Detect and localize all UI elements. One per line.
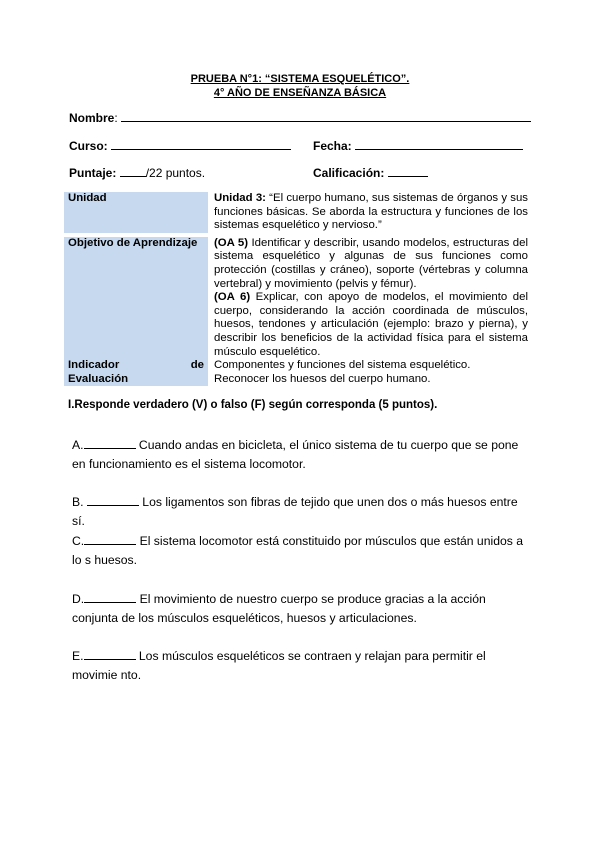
fecha-line (355, 138, 523, 150)
fecha-label: Fecha: (313, 139, 352, 153)
calificacion-field (313, 165, 428, 181)
objetivo-label: Objetivo de Aprendizaje (64, 237, 208, 359)
objetivo-value (208, 237, 528, 359)
oa6-text: Explicar, con apoyo de modelos, el movimiento del cuerpo, considerando la acción coordinada de músculos, huesos, tendones y articulación (ejemplo: brazo y pierna), y describir los beneficios de la actividad física para el sistema músculo esquelético. (214, 291, 529, 358)
nombre-label: Nombre (69, 111, 115, 125)
puntaje-field (69, 165, 205, 181)
answer-blank[interactable] (84, 590, 136, 603)
indicador-row (64, 359, 528, 386)
oa6-prefix: (OA 6) (214, 291, 251, 304)
unidad-text: “El cuerpo humano, sus sistemas de órganos y sus funciones básicas. Se aborda la estructura y funciones de los sistemas esquelético y nervioso.” (214, 192, 528, 232)
calificacion-label: Calificación: (313, 166, 385, 180)
test-subtitle: 4° AÑO DE ENSEÑANZA BÁSICA (213, 87, 387, 99)
indicador-label-word-2: de (190, 359, 204, 372)
calificacion-line (388, 165, 428, 177)
oa5-paragraph (214, 237, 528, 291)
nombre-line (121, 110, 531, 122)
indicador-line-1: Componentes y funciones del sistema esquelético. (214, 359, 471, 372)
nombre-field: Nombre: (69, 110, 531, 126)
indicador-label (64, 359, 208, 386)
curso-label: Curso: (69, 139, 108, 153)
question-a (72, 436, 528, 474)
answer-blank[interactable] (84, 436, 136, 449)
unidad-prefix: Unidad 3: (214, 192, 266, 204)
oa6-paragraph (214, 291, 528, 359)
question-letter: E. (72, 649, 84, 663)
answer-blank[interactable] (87, 493, 139, 506)
puntaje-label: Puntaje: (69, 166, 117, 180)
oa5-prefix: (OA 5) (214, 236, 249, 249)
question-text: Cuando andas en bicicleta, el único sistema de tu cuerpo que se pone en funcionamiento es el sistema locomotor. (72, 438, 519, 471)
answer-blank[interactable] (84, 532, 136, 545)
info-table (64, 192, 528, 386)
question-letter: D. (72, 592, 85, 606)
objetivo-row (64, 237, 528, 359)
indicador-label-word-1: Indicador (68, 359, 120, 372)
indicador-line-2: Reconocer los huesos del cuerpo humano. (214, 372, 431, 385)
fecha-field (313, 138, 523, 154)
section-heading: I.Responde verdadero (V) o falso (F) según corresponda (5 puntos). (68, 399, 438, 411)
question-letter: C. (72, 534, 85, 548)
question-text: El sistema locomotor está constituido por músculos que están unidos a lo s huesos. (72, 534, 524, 567)
test-title: PRUEBA N°1: “SISTEMA ESQUELÉTICO”. (190, 73, 410, 85)
puntaje-suffix: /22 puntos. (145, 166, 206, 180)
question-text: Los ligamentos son fibras de tejido que unen dos o más huesos entre sí. (72, 495, 518, 528)
question-text: El movimiento de nuestro cuerpo se produce gracias a la acción conjunta de los músculos esqueléticos, huesos y articulaciones. (72, 592, 486, 625)
question-e (72, 647, 528, 685)
unidad-value (208, 192, 528, 233)
oa5-text: Identificar y describir, usando modelos, estructuras del sistema esquelético y algunas de sus funciones como protección (costillas y cráneo), soporte (vértebras y columna vertebral) y movimiento (pelvis y fémur). (214, 236, 528, 290)
indicador-label-word-3: Evaluación (68, 372, 129, 385)
unidad-label: Unidad (64, 192, 208, 233)
question-text: Los músculos esqueléticos se contraen y relajan para permitir el movimie nto. (72, 649, 486, 682)
question-d (72, 590, 528, 628)
indicador-value (208, 359, 528, 386)
unidad-row (64, 192, 528, 233)
curso-line (111, 138, 291, 150)
question-letter: B. (72, 495, 87, 509)
question-letter: A. (72, 438, 84, 452)
question-b (72, 493, 528, 531)
question-c (72, 532, 528, 570)
curso-field (69, 138, 291, 154)
puntaje-line (120, 165, 146, 177)
answer-blank[interactable] (84, 647, 136, 660)
